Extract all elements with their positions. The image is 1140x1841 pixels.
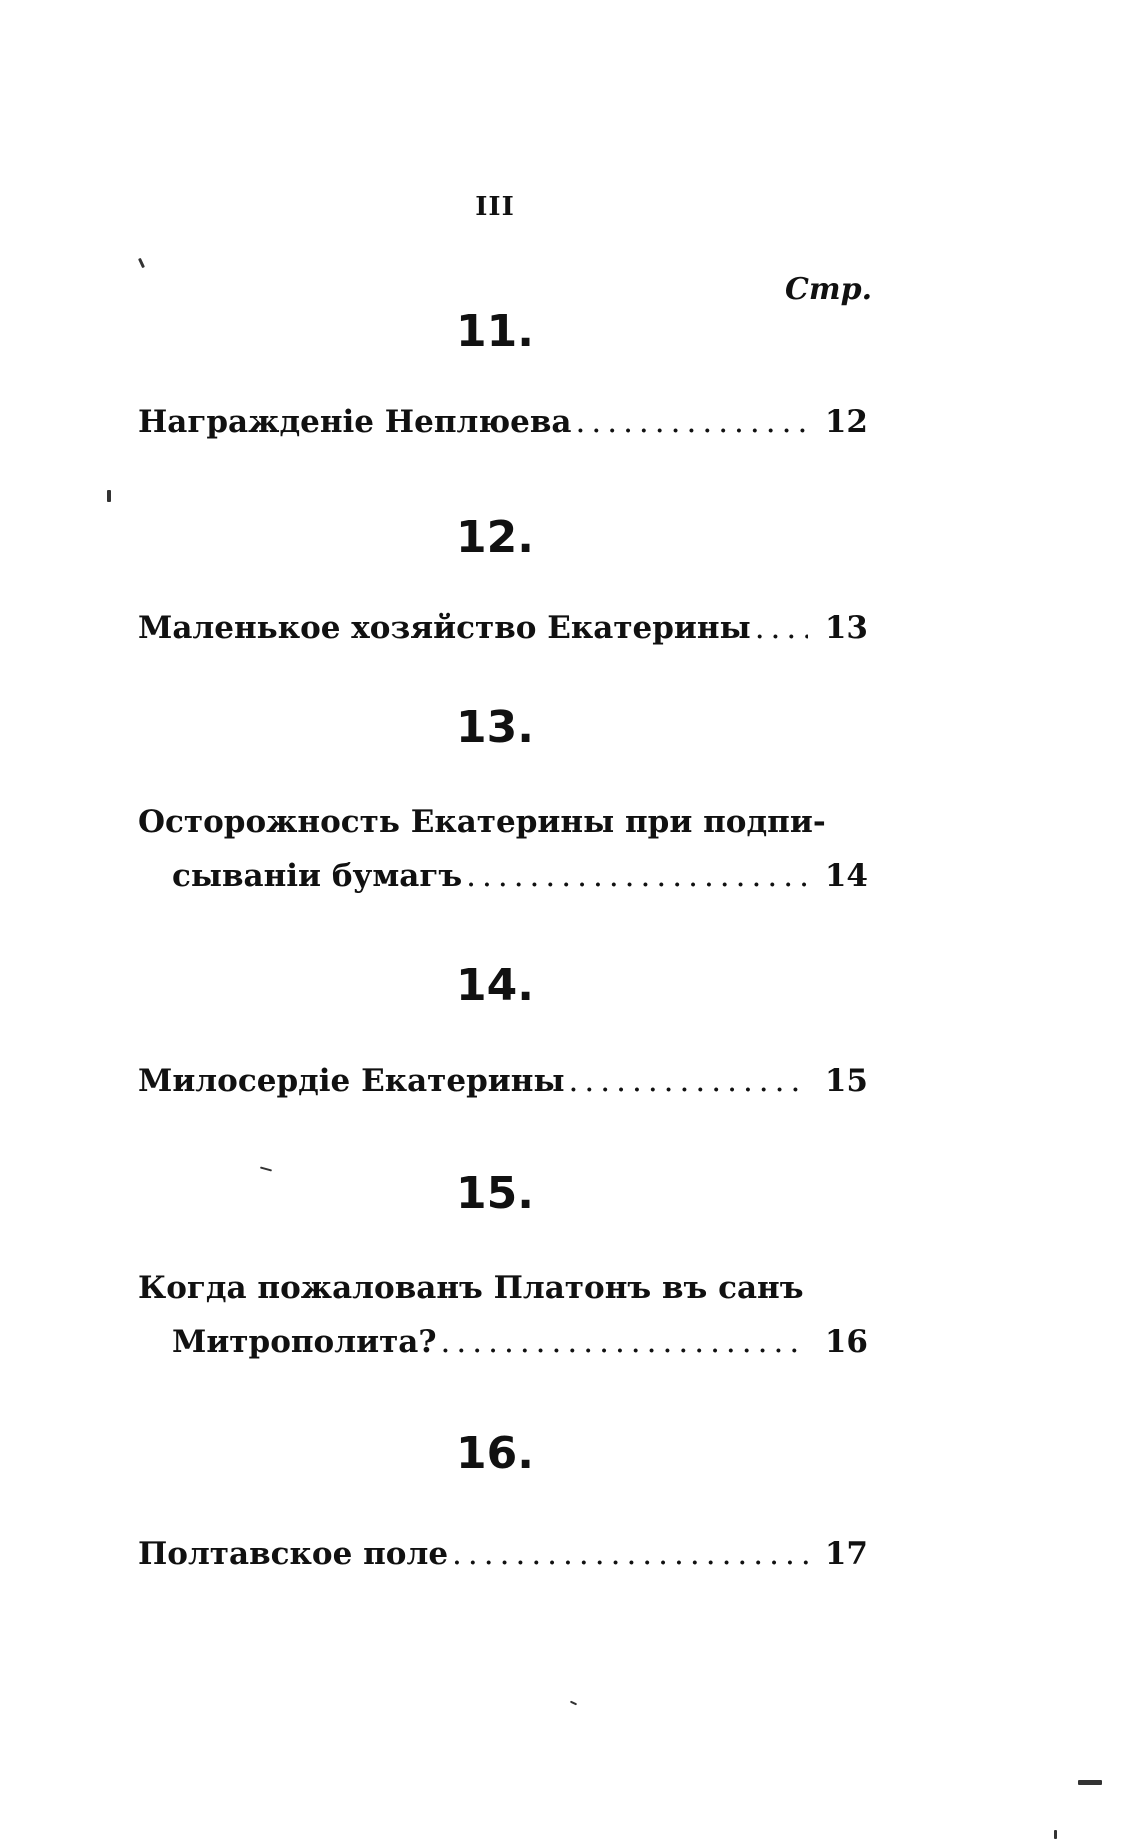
dot-leader bbox=[569, 1054, 808, 1108]
section-number: 16. bbox=[456, 1428, 534, 1479]
section-number: 13. bbox=[456, 702, 534, 753]
scan-speck bbox=[570, 1701, 577, 1706]
section-number: 14. bbox=[456, 960, 534, 1011]
toc-entry[interactable] bbox=[138, 1527, 868, 1581]
scan-speck bbox=[107, 490, 111, 502]
entry-title-line-2: Митрополита? bbox=[172, 1324, 437, 1360]
scan-speck bbox=[138, 258, 145, 268]
toc-entry[interactable] bbox=[138, 395, 868, 449]
dot-leader bbox=[441, 1315, 808, 1369]
toc-entry[interactable] bbox=[138, 1261, 868, 1369]
section-number: 11. bbox=[456, 306, 534, 357]
section-number: 12. bbox=[456, 512, 534, 563]
entry-title: Милосердіе Екатерины bbox=[138, 1063, 565, 1099]
entry-title-line-1: Осторожность Екатерины при подпи- bbox=[138, 804, 826, 840]
toc-entry[interactable] bbox=[138, 795, 868, 903]
entry-title: Награжденіе Неплюева bbox=[138, 404, 572, 440]
entry-title-line-2: сываніи бумагъ bbox=[172, 858, 463, 894]
scan-speck bbox=[1054, 1830, 1057, 1839]
section-number: 15. bbox=[456, 1168, 534, 1219]
dot-leader bbox=[576, 395, 808, 449]
scan-speck bbox=[1078, 1780, 1102, 1785]
entry-title-line-1: Когда пожалованъ Платонъ въ санъ bbox=[138, 1270, 804, 1306]
entry-page-number: 12 bbox=[824, 404, 868, 440]
dot-leader bbox=[466, 849, 808, 903]
entry-title: Полтавское поле bbox=[138, 1536, 449, 1572]
entry-page-number: 17 bbox=[824, 1536, 868, 1572]
page-folio: III bbox=[475, 192, 515, 222]
page-column-label: Стр. bbox=[785, 272, 873, 307]
dot-leader bbox=[452, 1527, 808, 1581]
toc-entry[interactable] bbox=[138, 601, 868, 655]
entry-page-number: 16 bbox=[824, 1324, 868, 1360]
entry-page-number: 14 bbox=[824, 858, 868, 894]
entry-page-number: 15 bbox=[824, 1063, 868, 1099]
toc-entry[interactable] bbox=[138, 1054, 868, 1108]
entry-page-number: 13 bbox=[824, 610, 868, 646]
entry-title: Маленькое хозяйство Екатерины bbox=[138, 610, 751, 646]
dot-leader bbox=[755, 601, 808, 655]
